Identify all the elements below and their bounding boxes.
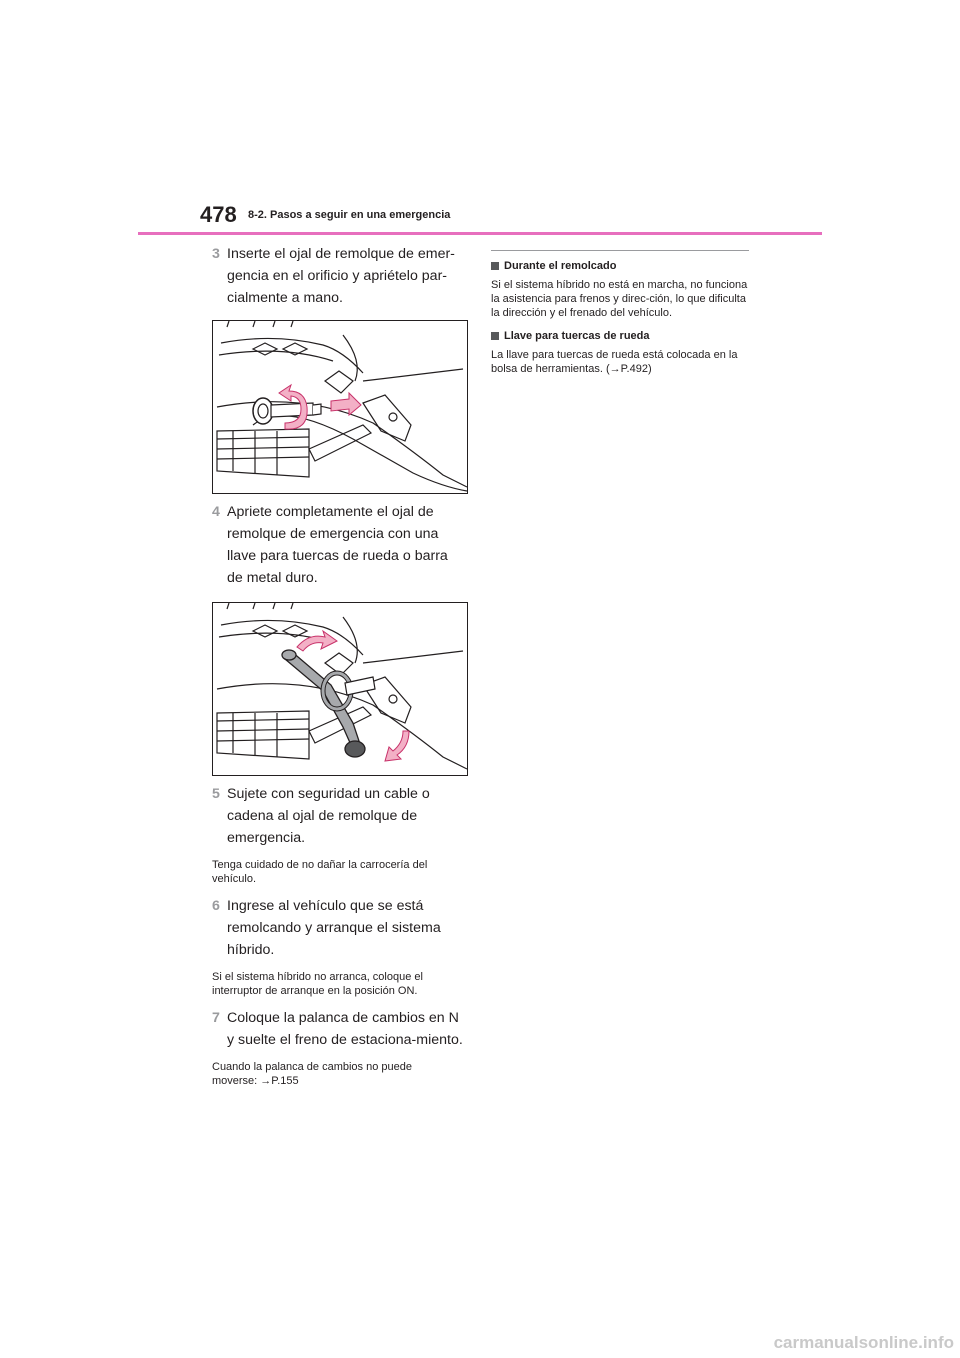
right-column	[491, 250, 753, 386]
watermark: carmanualsonline.info	[773, 1333, 954, 1352]
note-heading-text: Durante el remolcado	[504, 260, 617, 272]
figure-tighten-with-wrench	[212, 602, 468, 776]
step-7	[212, 1007, 464, 1051]
header-rule	[138, 232, 822, 235]
step-number: 5	[212, 786, 220, 802]
insert-arrow-icon	[331, 393, 361, 415]
square-bullet-icon	[491, 332, 499, 340]
step-number: 4	[212, 504, 220, 520]
figure-insert-tow-eyelet	[212, 320, 468, 494]
note-heading-wrench	[491, 330, 753, 342]
section-title: 8-2. Pasos a seguir en una emergencia	[248, 209, 451, 221]
step-text: Ingrese al vehículo que se está remolcando y arranque el sistema híbrido.	[227, 898, 441, 958]
step-6-note: Si el sistema híbrido no arranca, coloque el interruptor de arranque en la posición ON.	[212, 971, 423, 997]
step-7-note: Cuando la palanca de cambios no puede moverse: →P.155	[212, 1061, 412, 1087]
step-text: Coloque la palanca de cambios en N y suelte el freno de estaciona-miento.	[227, 1010, 463, 1048]
step-number: 7	[212, 1010, 220, 1026]
note-heading-towing	[491, 260, 753, 272]
note-body-wrench: La llave para tuercas de rueda está colocada en la bolsa de herramientas. (→P.492)	[491, 349, 738, 375]
left-column	[212, 243, 470, 1088]
page-number: 478	[200, 202, 237, 227]
notes-rule	[491, 250, 749, 251]
step-5	[212, 783, 464, 849]
step-text: Sujete con seguridad un cable o cadena al ojal de remolque de emergencia.	[227, 786, 430, 846]
rotate-arrow-up-icon	[297, 631, 337, 651]
step-number: 6	[212, 898, 220, 914]
step-3	[212, 243, 464, 309]
step-4	[212, 501, 464, 589]
step-number: 3	[212, 246, 220, 262]
step-text: Apriete completamente el ojal de remolque de emergencia con una llave para tuercas de rueda o barra de metal duro.	[227, 504, 448, 586]
square-bullet-icon	[491, 262, 499, 270]
note-body-towing: Si el sistema híbrido no está en marcha, no funciona la asistencia para frenos y direc-ción, lo que dificulta la dirección y el frenado del vehículo.	[491, 279, 748, 319]
step-text: Inserte el ojal de remolque de emer-gencia en el orificio y apriételo par-cialmente a mano.	[227, 246, 455, 306]
note-heading-text: Llave para tuercas de rueda	[504, 330, 650, 342]
step-6	[212, 895, 464, 961]
step-5-note: Tenga cuidado de no dañar la carrocería del vehículo.	[212, 859, 428, 885]
rotate-arrow-down-icon	[385, 731, 409, 761]
